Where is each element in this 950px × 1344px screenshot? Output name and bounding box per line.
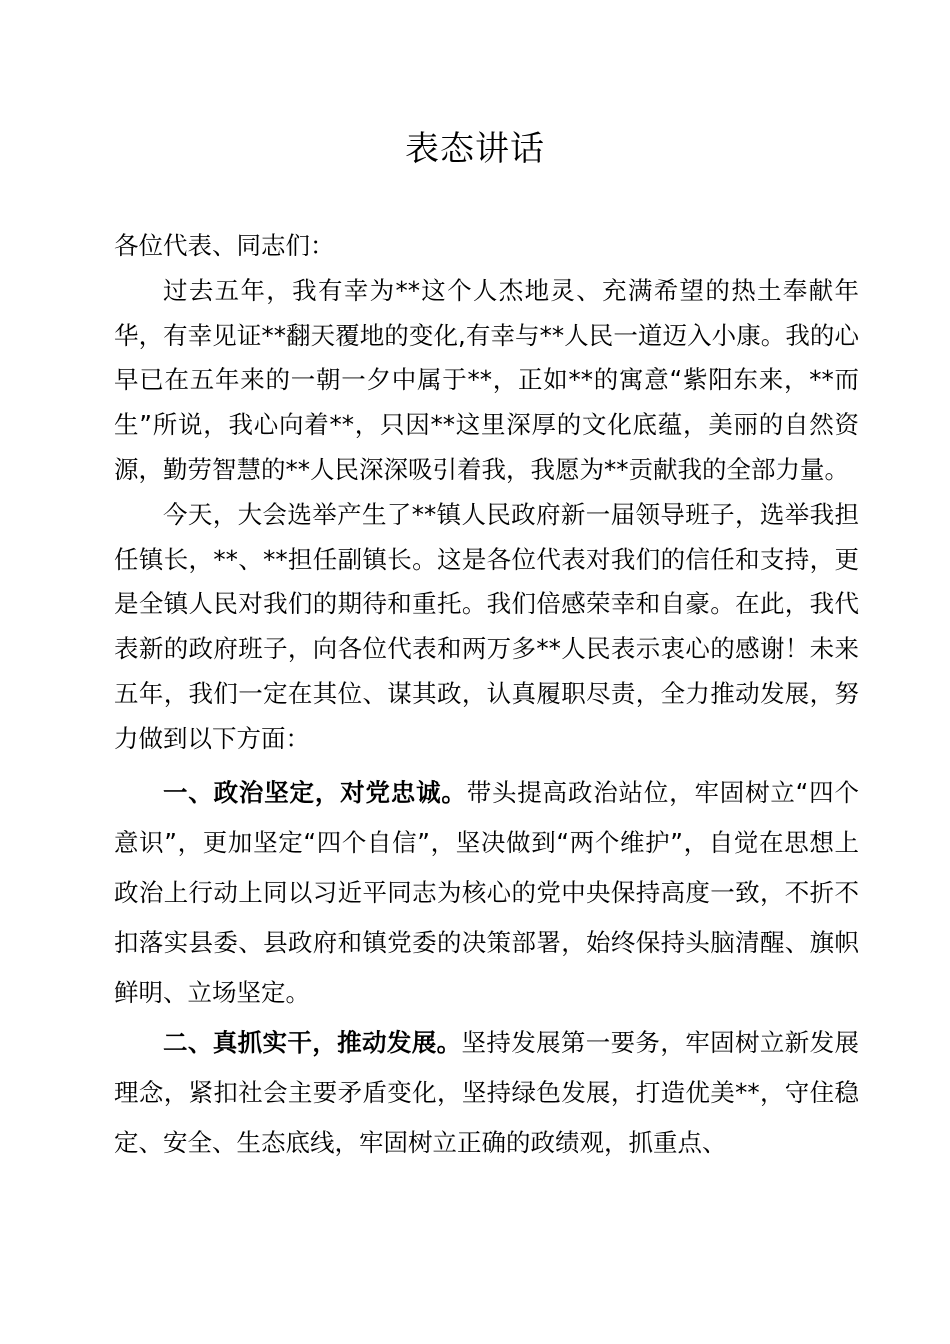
paragraph-point-two <box>114 1018 859 1168</box>
point-one-text: 带头提高政治站位，牢固树立“四个意识”，更加坚定“四个自信”，坚决做到“两个维护”，自觉在思想上政治上行动上同以习近平同志为核心的党中央保持高度一致，不折不扣落实县委、县政府和镇党委的决策部署，始终保持头脑清醒、旗帜鲜明、立场坚定。 <box>114 777 859 1007</box>
document-title: 表态讲话 <box>405 129 545 169</box>
document-body <box>114 224 859 1168</box>
point-one-heading: 一、政治坚定，对党忠诚。 <box>163 777 467 807</box>
paragraph-election: 今天，大会选举产生了**镇人民政府新一届领导班子，选举我担任镇长，**、**担任副镇长。这是各位代表对我们的信任和支持，更是全镇人民对我们的期待和重托。我们倍感荣幸和自豪。在此，我代表新的政府班子，向各位代表和两万多**人民表示衷心的感谢！未来五年，我们一定在其位、谋其政，认真履职尽责，全力推动发展，努力做到以下方面： <box>114 499 859 753</box>
point-two-heading: 二、真抓实干，推动发展。 <box>163 1027 462 1057</box>
point-two-text: 坚持发展第一要务，牢固树立新发展理念，紧扣社会主要矛盾变化，坚持绿色发展，打造优美**，守住稳定、安全、生态底线，牢固树立正确的政绩观，抓重点、 <box>114 1027 860 1157</box>
paragraph-point-one <box>114 768 859 1018</box>
paragraph-intro: 过去五年，我有幸为**这个人杰地灵、充满希望的热土奉献年华，有幸见证**翻天覆地的变化,有幸与**人民一道迈入小康。我的心早已在五年来的一朝一夕中属于**，正如**的寓意“紫阳东来，**而生”所说，我心向着**，只因**这里深厚的文化底蕴，美丽的自然资源，勤劳智慧的**人民深深吸引着我，我愿为**贡献我的全部力量。 <box>114 275 859 484</box>
salutation: 各位代表、同志们： <box>114 231 335 260</box>
